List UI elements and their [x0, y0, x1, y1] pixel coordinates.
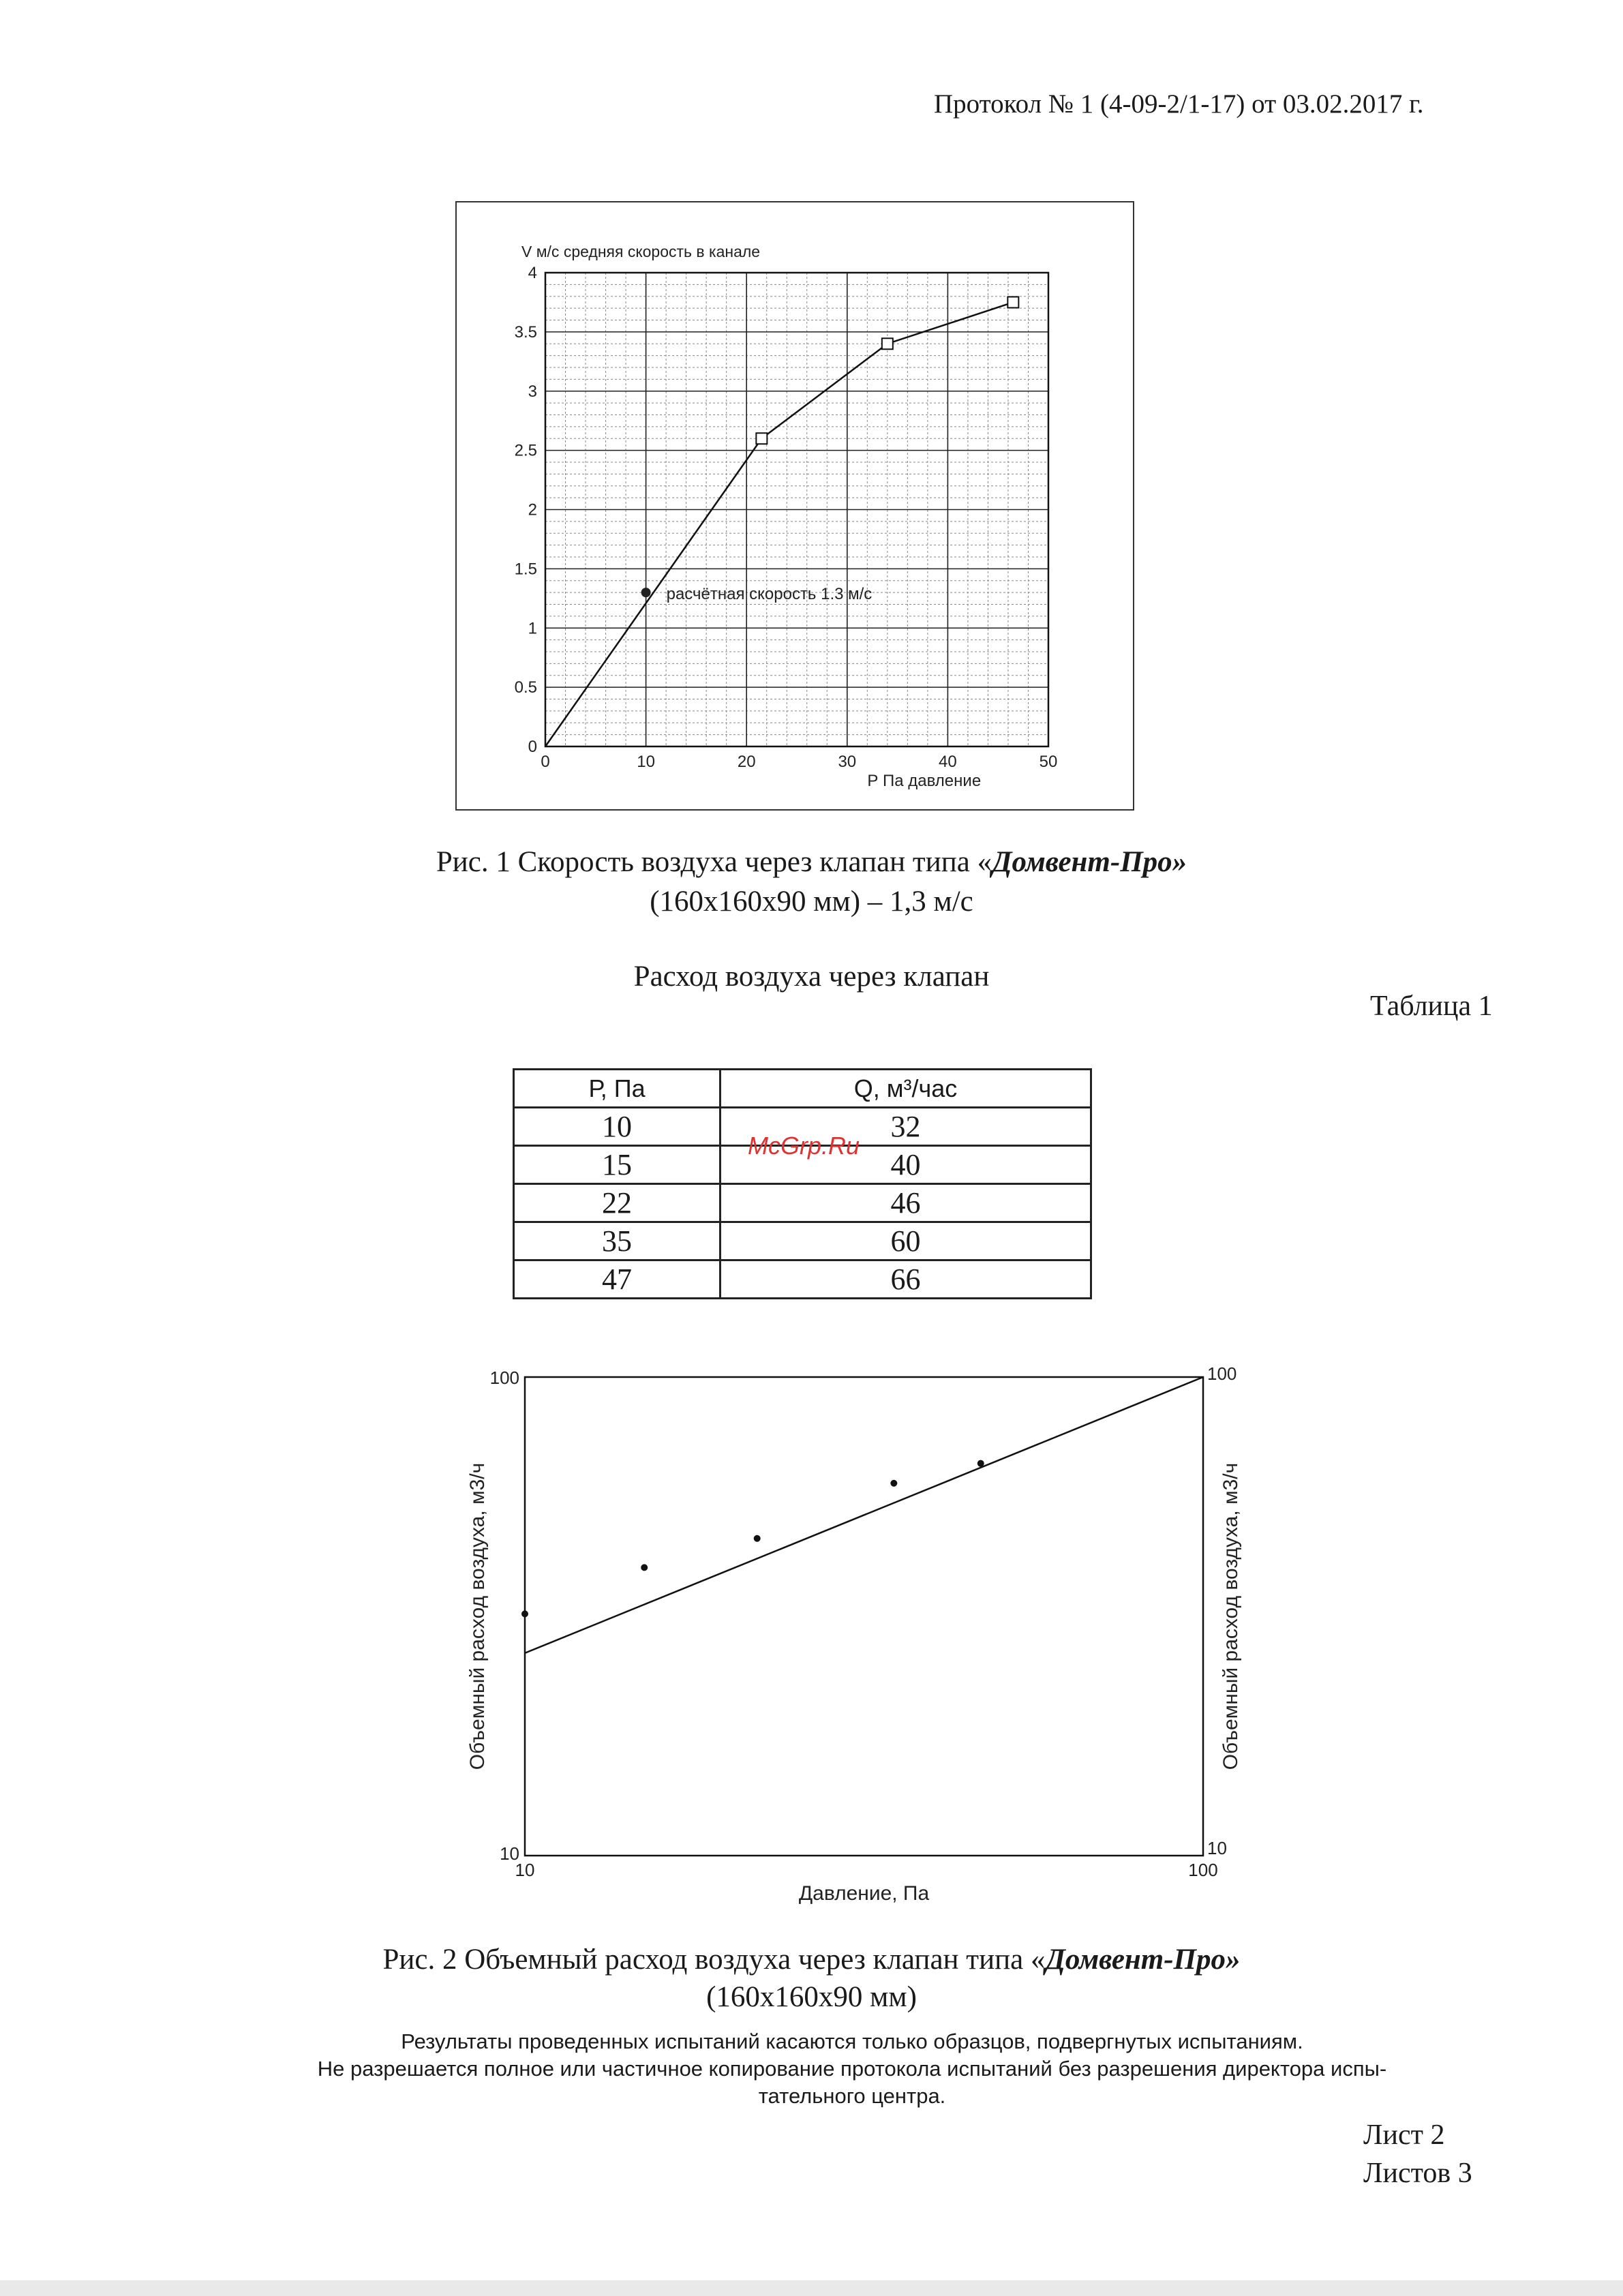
velocity-chart	[457, 202, 1130, 806]
figure2-caption-line2: (160x160x90 мм)	[706, 1981, 917, 2013]
data-point	[977, 1460, 984, 1467]
cell-flow: 32	[721, 1108, 1091, 1146]
header-pressure: Р, Па	[514, 1070, 721, 1108]
velocity-point-marker	[882, 338, 893, 349]
protocol-header: Протокол № 1 (4-09-2/1-17) от 03.02.2017 г.	[934, 89, 1424, 119]
velocity-point-marker	[1007, 297, 1018, 307]
x-tick-label: 40	[939, 753, 957, 771]
x-tick-label: 20	[737, 753, 756, 771]
x-tick-label: 50	[1039, 753, 1058, 771]
table-row	[514, 1184, 1091, 1222]
disclaimer-line3: тательного центра.	[758, 2084, 946, 2108]
table-row	[514, 1222, 1091, 1260]
x-tick-label: 30	[838, 753, 857, 771]
cell-flow: 40	[721, 1146, 1091, 1184]
sheet-total: Листов 3	[1363, 2158, 1472, 2189]
cell-pressure: 47	[514, 1260, 721, 1299]
y-right-tick-label: 10	[1207, 1838, 1227, 1858]
velocity-series-line	[545, 302, 1013, 746]
airflow-chart	[443, 1357, 1261, 1916]
figure2-caption-line1	[0, 1943, 1623, 1976]
disclaimer-line2: Не разрешается полное или частичное копирование протокола испытаний без разрешения директора испы-	[317, 2057, 1387, 2081]
disclaimer-line1: Результаты проведенных испытаний касаются только образцов, подвергнутых испытаниям.	[401, 2029, 1303, 2053]
velocity-chart-frame	[455, 201, 1134, 811]
figure1-caption-plain: Рис. 1 Скорость воздуха через клапан типа «	[436, 846, 992, 878]
y-tick-label: 3.5	[514, 322, 537, 342]
airflow-table	[513, 1068, 1092, 1299]
y-tick-label: 1	[528, 619, 537, 638]
design-velocity-annotation: расчётная скорость 1.3 м/с	[666, 585, 873, 604]
data-point	[890, 1480, 897, 1487]
figure2-caption-bold: Домвент-Про»	[1045, 1944, 1241, 1976]
header-flow: Q, м³/час	[721, 1070, 1091, 1108]
airflow-chart-frame	[443, 1357, 1261, 1916]
plot-border	[525, 1377, 1203, 1856]
velocity-point-marker	[756, 433, 767, 444]
cell-pressure: 22	[514, 1184, 721, 1222]
scan-edge	[0, 2280, 1623, 2296]
x-tick-label: 10	[515, 1860, 535, 1880]
fit-line	[525, 1377, 1203, 1653]
y-tick-label: 0.5	[514, 678, 537, 697]
cell-pressure: 35	[514, 1222, 721, 1260]
sheet-number: Лист 2	[1363, 2119, 1445, 2151]
x-axis-title: Давление, Па	[798, 1882, 930, 1905]
y-tick-label: 10	[500, 1843, 519, 1864]
watermark: McGrp.Ru	[748, 1132, 860, 1160]
data-point	[641, 1564, 648, 1571]
table-row	[514, 1260, 1091, 1299]
figure1-caption-line2: (160x160x90 мм) – 1,3 м/с	[650, 886, 973, 918]
y-tick-label: 3	[528, 382, 537, 401]
cell-flow: 46	[721, 1184, 1091, 1222]
y-tick-label: 0	[528, 738, 537, 756]
y-tick-label: 2.5	[514, 441, 537, 460]
y-tick-label: 2	[528, 500, 537, 519]
x-axis-title: Р Па давление	[867, 772, 982, 790]
design-velocity-point	[641, 588, 651, 597]
y-axis-title: Объемный расход воздуха, м3/ч	[466, 1462, 489, 1770]
y-axis-title: V м/с средняя скорость в канале	[521, 243, 761, 260]
y-tick-label: 100	[489, 1368, 519, 1388]
y-tick-label: 1.5	[514, 560, 537, 579]
x-tick-label: 0	[541, 753, 550, 771]
table-header-row	[514, 1070, 1091, 1108]
table-title: Расход воздуха через клапан	[633, 961, 990, 993]
cell-flow: 60	[721, 1222, 1091, 1260]
figure1-caption-line1	[0, 845, 1623, 879]
data-point	[754, 1535, 761, 1542]
x-tick-label: 10	[637, 753, 655, 771]
y-right-tick-label: 100	[1207, 1363, 1237, 1384]
table-label: Таблица 1	[1370, 991, 1493, 1022]
data-point	[521, 1610, 528, 1617]
figure2-caption-plain: Рис. 2 Объемный расход воздуха через клапан типа «	[382, 1944, 1046, 1976]
x-tick-label: 100	[1188, 1860, 1218, 1880]
y-tick-label: 4	[528, 264, 537, 282]
cell-pressure: 10	[514, 1108, 721, 1146]
cell-flow: 66	[721, 1260, 1091, 1299]
cell-pressure: 15	[514, 1146, 721, 1184]
figure1-caption-bold: Домвент-Про»	[992, 846, 1187, 878]
y-axis-title-right: Объемный расход воздуха, м3/ч	[1219, 1462, 1242, 1770]
